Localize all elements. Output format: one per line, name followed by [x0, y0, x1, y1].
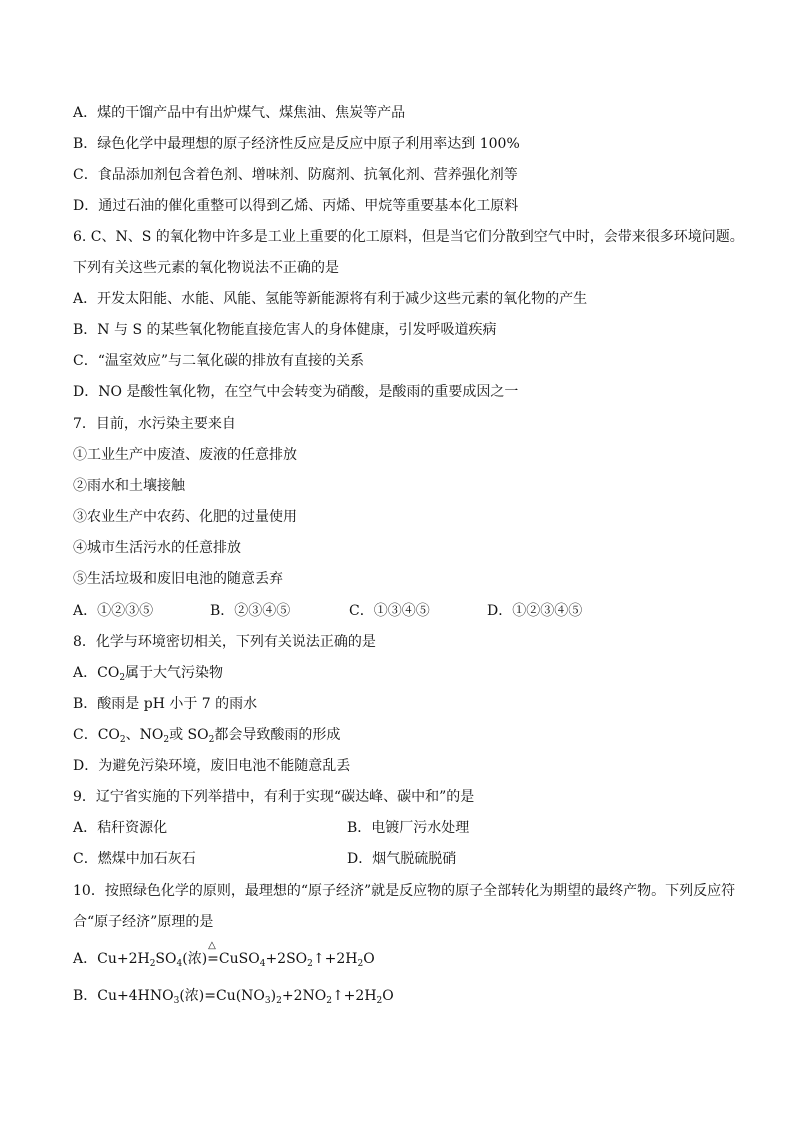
- subscript: 4: [259, 959, 266, 969]
- q9-option-c: C．燃煤中加石灰石: [73, 851, 196, 867]
- q7-item-5: ⑤生活垃圾和废旧电池的随意丢弃: [73, 571, 283, 587]
- q8-option-c-text-3: 或 SO: [169, 727, 209, 743]
- eq-text: +2SO: [265, 951, 308, 967]
- q7-option-a: A．①②③⑤: [73, 603, 154, 619]
- q8-stem: 8．化学与环境密切相关，下列有关说法正确的是: [73, 634, 376, 650]
- q9-options-row-1: [73, 818, 733, 838]
- q10-stem-line1: 10．按照绿色化学的原则，最理想的“原子经济”就是反应物的原子全部转化为期望的最终产物。下列反应符: [73, 883, 736, 899]
- q6-option-d: D．NO 是酸性氧化物，在空气中会转变为硝酸，是酸雨的重要成因之一: [73, 384, 519, 400]
- eq-text: O: [382, 988, 394, 1004]
- q8-option-b: B．酸雨是 pH 小于 7 的雨水: [73, 696, 258, 712]
- subscript: 4: [176, 959, 183, 969]
- eq-text: O: [363, 951, 375, 967]
- q9-option-a: A．秸秆资源化: [73, 820, 168, 836]
- q5-option-a: A．煤的干馏产品中有出炉煤气、煤焦油、焦炭等产品: [73, 105, 406, 121]
- eq-text: (浓): [182, 951, 208, 967]
- eq-text: A．Cu+2H: [73, 951, 150, 967]
- subscript: 2: [119, 735, 126, 745]
- q8-option-d: D．为避免污染环境，废旧电池不能随意乱丢: [73, 758, 351, 774]
- q8-option-c-text-end: 都会导致酸雨的形成: [214, 727, 341, 743]
- subscript: 3: [264, 996, 271, 1006]
- q8-option-c: [73, 725, 340, 745]
- q7-options-row: [73, 601, 733, 621]
- q7-item-4: ④城市生活污水的任意排放: [73, 540, 241, 556]
- eq-text: (浓)=Cu(NO: [179, 988, 265, 1004]
- q5-option-d: D．通过石油的催化重整可以得到乙烯、丙烯、甲烷等重要基本化工原料: [73, 198, 519, 214]
- q10-stem-line2: 合“原子经济”原理的是: [73, 914, 214, 930]
- q9-option-b: B．电镀厂污水处理: [347, 820, 470, 836]
- q9-stem: 9．辽宁省实施的下列举措中，有利于实现“碳达峰、碳中和”的是: [73, 789, 475, 805]
- subscript: 2: [326, 996, 332, 1006]
- subscript: 2: [376, 996, 383, 1006]
- q9-option-d: D．烟气脱硫脱硝: [347, 851, 457, 867]
- q8-option-c-text-2: 、NO: [125, 727, 164, 743]
- q7-item-1: ①工业生产中废渣、废液的任意排放: [73, 447, 297, 463]
- q10-option-a: [73, 940, 375, 969]
- q6-stem-line2: 下列有关这些元素的氧化物说法不正确的是: [73, 260, 339, 276]
- q7-option-d: D．①②③④⑤: [487, 603, 583, 619]
- equals-sign: =: [207, 951, 219, 967]
- eq-text: ↑+2H: [331, 988, 377, 1004]
- eq-text: B．Cu+4HNO: [73, 988, 174, 1004]
- q6-option-b: B．N 与 S 的某些氧化物能直接危害人的身体健康，引发呼吸道疾病: [73, 322, 497, 338]
- eq-text: ↑+2H: [312, 951, 358, 967]
- subscript: 2: [276, 996, 282, 1006]
- q7-option-b: B．②③④⑤: [210, 603, 291, 619]
- eq-text: ): [270, 988, 277, 1004]
- delta-icon: △: [208, 940, 216, 951]
- q10-option-b: [73, 986, 394, 1006]
- q8-option-c-text: C．CO: [73, 727, 120, 743]
- q7-option-c: C．①③④⑤: [349, 603, 430, 619]
- q7-stem: 7．目前，水污染主要来自: [73, 416, 236, 432]
- eq-text: +2NO: [281, 988, 327, 1004]
- q8-option-a: [73, 663, 223, 683]
- q5-option-b: B．绿色化学中最理想的原子经济性反应是反应中原子利用率达到 100%: [73, 136, 520, 152]
- subscript: 2: [149, 959, 156, 969]
- q6-option-a: A．开发太阳能、水能、风能、氢能等新能源将有利于减少这些元素的氧化物的产生: [73, 291, 588, 307]
- subscript: 2: [119, 673, 126, 683]
- subscript: 2: [357, 959, 364, 969]
- subscript: 2: [163, 735, 170, 745]
- q5-option-c: C．食品添加剂包含着色剂、增味剂、防腐剂、抗氧化剂、营养强化剂等: [73, 167, 518, 183]
- heat-condition-sign: [207, 940, 219, 969]
- eq-text: CuSO: [218, 951, 260, 967]
- eq-text: SO: [155, 951, 177, 967]
- q8-option-a-text-end: 属于大气污染物: [125, 665, 224, 681]
- subscript: 2: [208, 735, 215, 745]
- q7-item-2: ②雨水和土壤接触: [73, 478, 185, 494]
- q6-option-c: C．“温室效应”与二氧化碳的排放有直接的关系: [73, 353, 365, 369]
- q7-item-3: ③农业生产中农药、化肥的过量使用: [73, 509, 297, 525]
- subscript: 3: [173, 996, 180, 1006]
- q6-stem-line1: 6. C、N、S 的氧化物中许多是工业上重要的化工原料，但是当它们分散到空气中时，会带来很多环境问题。: [73, 229, 744, 245]
- q9-options-row-2: [73, 849, 733, 869]
- q8-option-a-text: A．CO: [73, 665, 120, 681]
- subscript: 2: [307, 959, 313, 969]
